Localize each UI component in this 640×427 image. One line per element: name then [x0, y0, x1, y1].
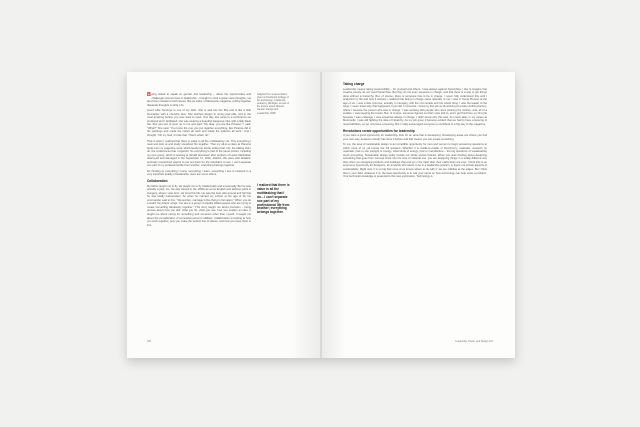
paragraph-1: [147, 93, 251, 107]
right-page: [322, 72, 515, 358]
paragraph-7: If you want a good opportunity for leadership, look for an area that is developing. Developing areas are where you find your own way, because nobody has done it before and that means you can create something.: [343, 134, 487, 141]
left-main-column: [147, 93, 251, 229]
right-main-column: [343, 83, 487, 181]
pull-quote: I realized that there is value in all the multitasking that I do... I can't separate one part of my professional life from another; everything belongs together.: [257, 183, 290, 215]
paragraph-5: My father taught me to fly. He taught me to fly intellectually and emotionally. But he was actually a pilot, too. He was trained in the 1930s as some English and Hebrew pilots in Hungary, where I was born. He loved his life. He saw the best pilot around and felt that he was totally independent. So when he married my mother at the age of 39, his commander said to him, "Remember, marriage is like flying in formation." When you do a watch the others' wings. You are in a group of equally skilled people who are trying to create something fabulously together." This story taught me about precision – being precise about how you talk, what you do, what you see, how you explain an idea. It taught me about caring for something and someone other than myself. It taught me about the consideration of somewhat person's abilities. Collaboration is looking at how you work together, how you make the perfect line of planes, and how you keep them in line.: [147, 184, 251, 227]
section-heading-taking-charge: Taking charge: [343, 82, 365, 86]
paragraph-4: So thinking or everything I know, everything I learn, everything I see is involved in a very important quality of leadership. Here are some others.: [147, 169, 251, 177]
open-book: [127, 72, 515, 358]
side-note: Adapted from a presentation given at Cranbrook College of Art and Design, Cranbrook Academy, Michigan, as part of the lecture series Women, Gender, Design and Leadership, 2008: [257, 93, 289, 115]
paragraph-1-text: eing asked to speak on gender and leadership – about the opportunities and challenges women have in leadership – brought to mind a great many thoughts, not all of them related to both issues. But as editor of Metropolis magazine, pulling together disparate thoughts is what I do.: [147, 93, 251, 107]
paragraph-8: To me, the area of sustainable design is an incredible opportunity for men and women to begin answering questions to which none of us yet knows the full answers. Whether it is cradle-to-cradle or biomimicry; materials, research on materials, how to use sunlight or energy, what kinds of energy, how to manufacture – the big questions of sustainability touch everything. Sustainable design really revisits our whole social contract. When you start thinking about designing something that goes from concept stock into the loop of material use, you are designing things in a totally different way than when you designed products and buildings that end up in the trash after their useful lives are over. I think that is an enormous opportunity for designers, for anybody who wants to be in a leadership position, to figure out certain aspects of sustainability. Right now, it is so big that none of us knows where to do with it; we are nibbling at the edges. But I think that in your field, whatever it is, the best opportunity is to ask your name on how technology can help solve a problem. Your technical knowledge is essential to this new exploration. Technology is: [343, 143, 487, 179]
section-heading-revolutions: Revolutions create opportunities for leadership: [343, 128, 415, 133]
running-footer-right: Leadership, Power, and Design 107: [455, 340, 493, 343]
drop-cap: B: [147, 92, 151, 98]
section-heading-collaboration: Collaboration: [147, 179, 168, 184]
paragraph-3: That is when I realized that there is value in all the multitasking I do. This everything I read and look at and study somehow fits together. That my all-in-a class at Parsons feeds into my magazine work, which feeds into all the writing that I do, the talking that I do, the conferences that I organize. So everything is part of the same picture, including my core group, which is working to rebuild downtown after portions of Lower Manhattan destroyed and damaged in the September 11, 2001, attacks. We were well detailed, seriously researched papers to put out there for the rebuilders to see. I can't separate one part of my professional life from another; everything belongs together.: [147, 139, 251, 168]
paragraph-6: Leadership means taking responsibility – for yourself and others. I was always against hierarchies. I like to imagine that creative people do not need hierarchies. But they do not even someone in charge, and that there is a way to get things done without a hierarchy. But, of course, there is someone has to be in charge. I never fully understood this until I analyzed my life and how it worked. I realized that being in charge came naturally to me. I was a Young Pioneer at the age of six. I was a little Commie, actually, in Hungary, with the red necktie and the whole thing. I was the leader of the troop. I never knew why that happened, it just did. In America, I lived my first job at 16 working at a baby-clothing factory, where I became the person who was in charge. I was working with people who were pushing the clothes, and, all of a sudden, I was keeping the books. But, of course, someone figured out that I was told to, and I got fired from my first job because I was underage. I was somehow always in charge. I didn't know why this was, but much later, in my career at Metropolis, I was still fighting the idea of hierarchy. As my job grew, it became evident that we had to have a layering of responsibilities, so we now have a layering. But I really encouraged everyone to contribute to a big way to the magazine.: [343, 87, 487, 127]
left-page: [127, 72, 320, 358]
paragraph-2: Good Little Tomboys is one of my idols. She is well into her 80s and is like a little firecracker with a cherubic face. She teaches design to ninety-year-olds, and in the most amazing person you ever want to meet. One day, she came to a conference we produced and I facilitated; she was wearing a beautiful Japanese robe with a little black hat. She just sort of spun up to me and said: "My dear, you are like Picasso." I said: "What?" She said: "You know the one you put together everything, like Picasso did in his paintings and made the colors all work and made the patterns all work." And I thought, "Oh my God, it's like that. That is what I do.": [147, 109, 251, 138]
page-number-left: 106: [147, 340, 151, 343]
